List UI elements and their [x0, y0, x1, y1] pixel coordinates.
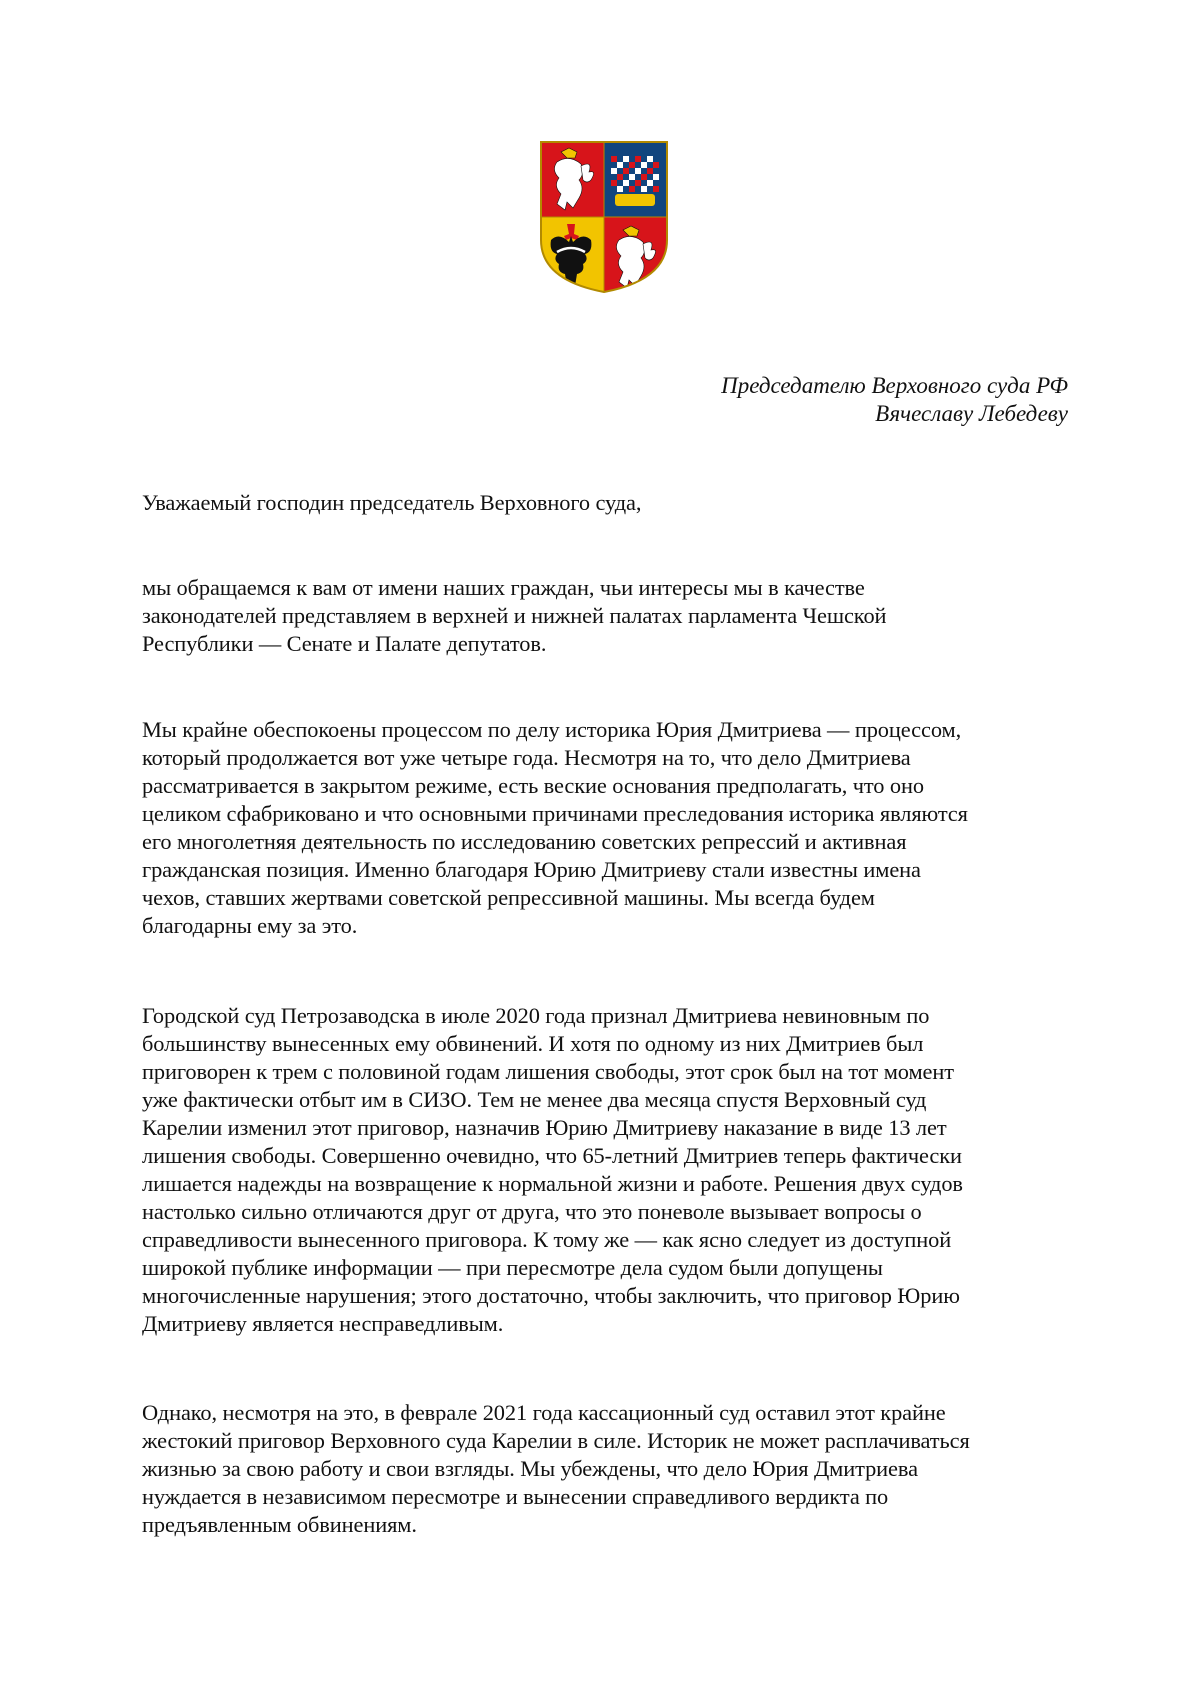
text-line: жизнью за свою работу и свои взгляды. Мы убеждены, что дело Юрия Дмитриева	[142, 1456, 918, 1481]
text-line: целиком сфабриковано и что основными причинами преследования историка являются	[142, 801, 968, 826]
czech-coat-of-arms-icon	[539, 140, 669, 295]
addressee-block	[721, 372, 1068, 428]
text-line: Мы крайне обеспокоены процессом по делу историка Юрия Дмитриева — процессом,	[142, 717, 962, 742]
text-line: настолько сильно отличаются друг от друга, что это поневоле вызывает вопросы о	[142, 1199, 922, 1224]
text-line: предъявленным обвинениям.	[142, 1512, 417, 1537]
text-line: уже фактически отбыт им в СИЗО. Тем не менее два месяца спустя Верховный суд	[142, 1087, 927, 1112]
text-line: лишается надежды на возвращение к нормальной жизни и работе. Решения двух судов	[142, 1171, 963, 1196]
text-line: Городской суд Петрозаводска в июле 2020 года признал Дмитриева невиновным по	[142, 1003, 930, 1028]
text-line: благодарны ему за это.	[142, 913, 358, 938]
text-line: Дмитриеву является несправедливым.	[142, 1311, 504, 1336]
text-line: его многолетняя деятельность по исследованию советских репрессий и активная	[142, 829, 907, 854]
text-line: Карелии изменил этот приговор, назначив Юрию Дмитриеву наказание в виде 13 лет	[142, 1115, 947, 1140]
addressee-title: Председателю Верховного суда РФ	[721, 373, 1068, 398]
text-line: законодателей представляем в верхней и нижней палатах парламента Чешской	[142, 603, 887, 628]
text-line: многочисленные нарушения; этого достаточно, чтобы заключить, что приговор Юрию	[142, 1283, 960, 1308]
paragraph-1	[142, 574, 1072, 658]
text-line: рассматривается в закрытом режиме, есть веские основания предполагать, что оно	[142, 773, 924, 798]
text-line: Однако, несмотря на это, в феврале 2021 года кассационный суд оставил этот крайне	[142, 1400, 946, 1425]
text-line: гражданская позиция. Именно благодаря Юрию Дмитриеву стали известны имена	[142, 857, 921, 882]
text-line: жестокий приговор Верховного суда Карелии в силе. Историк не может расплачиваться	[142, 1428, 970, 1453]
text-line: Республики — Сенате и Палате депутатов.	[142, 631, 547, 656]
text-line: широкой публике информации — при пересмотре дела судом были допущены	[142, 1255, 883, 1280]
text-line: лишения свободы. Совершенно очевидно, что 65-летний Дмитриев теперь фактически	[142, 1143, 962, 1168]
addressee-name: Вячеславу Лебедеву	[875, 401, 1068, 426]
paragraph-4	[142, 1399, 1072, 1539]
text-line: который продолжается вот уже четыре года. Несмотря на то, что дело Дмитриева	[142, 745, 911, 770]
text-line: нуждается в независимом пересмотре и вынесении справедливого вердикта по	[142, 1484, 889, 1509]
text-line: чехов, ставших жертвами советской репрессивной машины. Мы всегда будем	[142, 885, 875, 910]
paragraph-2	[142, 716, 1072, 940]
text-line: приговорен к трем с половиной годам лишения свободы, этот срок был на тот момент	[142, 1059, 954, 1084]
text-line: большинству вынесенных ему обвинений. И хотя по одному из них Дмитриев был	[142, 1031, 924, 1056]
greeting-line: Уважаемый господин председатель Верховного суда,	[142, 490, 642, 515]
text-line: справедливости вынесенного приговора. К тому же — как ясно следует из доступной	[142, 1227, 952, 1252]
text-line: мы обращаемся к вам от имени наших граждан, чьи интересы мы в качестве	[142, 575, 865, 600]
paragraph-3	[142, 1002, 1072, 1338]
greeting	[142, 489, 1072, 517]
